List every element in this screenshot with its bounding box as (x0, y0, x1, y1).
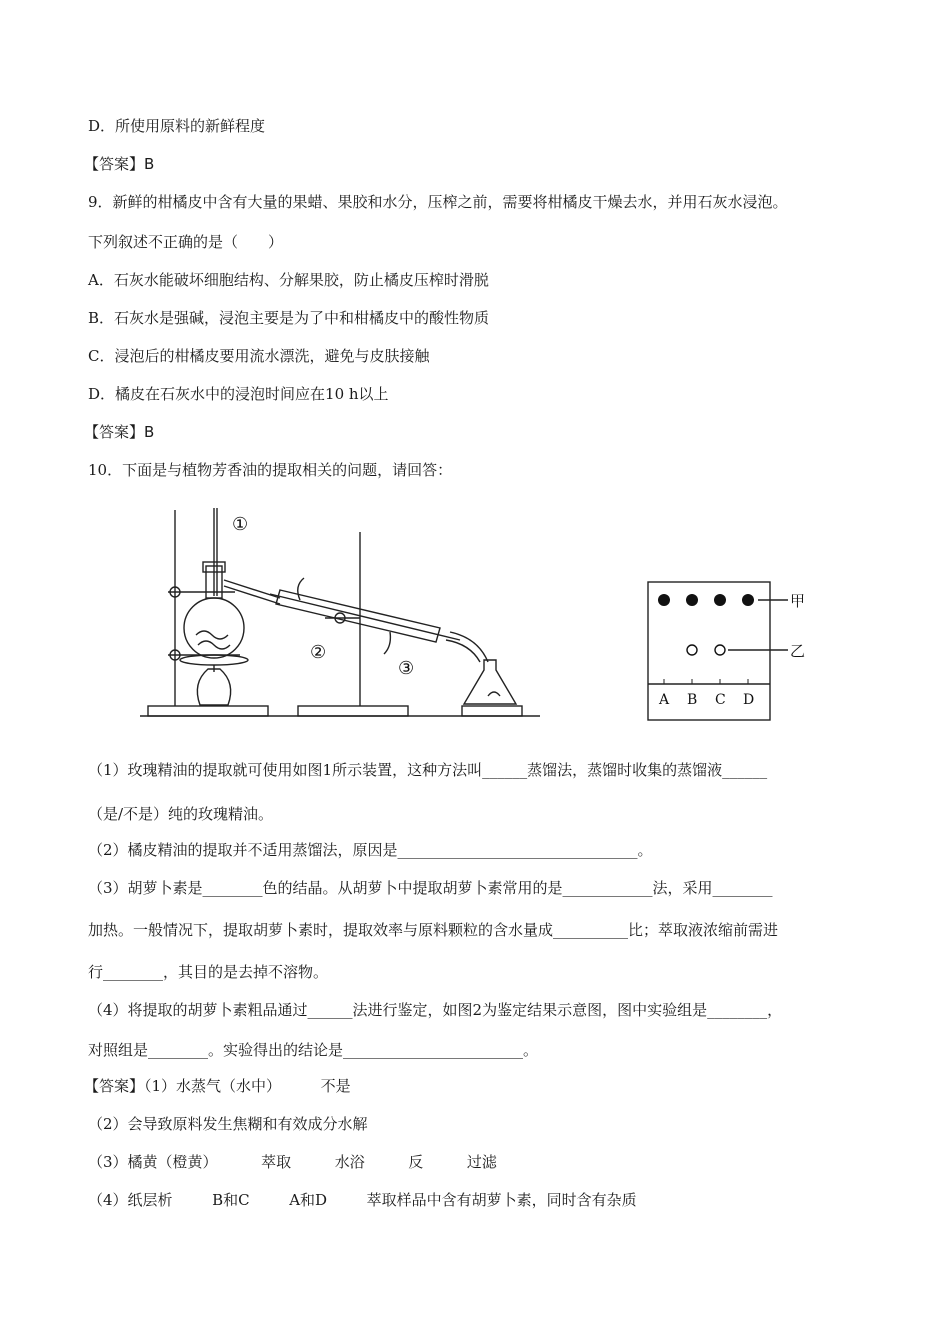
label-circled-3: ③ (398, 658, 415, 679)
round-bottom-flask (184, 598, 244, 658)
q10-p2: （2）橘皮精油的提取并不适用蒸馏法，原因是________________________________。 (88, 841, 653, 859)
q9-stem-line1: 9．新鲜的柑橘皮中含有大量的果蜡、果胶和水分，压榨之前，需要将柑橘皮干燥去水，并用石灰水浸泡。 (88, 193, 788, 211)
q10-p4-line2: 对照组是________。实验得出的结论是________________________。 (88, 1041, 539, 1059)
lane-label-B: B (687, 692, 698, 708)
spot-top-A (658, 594, 670, 606)
q8-answer: 【答案】B (84, 155, 155, 173)
q10-answer-4a: （4）纸层析 (88, 1191, 173, 1209)
q10-stem: 10．下面是与植物芳香油的提取相关的问题，请回答： (88, 461, 453, 479)
q10-p3-line3: 行________，其目的是去掉不溶物。 (88, 963, 329, 981)
q10-answer-line1 (84, 1076, 351, 1096)
q9-stem-line2: 下列叙述不正确的是（ ） (88, 233, 284, 251)
q9-answer: 【答案】B (84, 423, 155, 441)
label-yi: 乙 (790, 642, 806, 660)
q9-option-b: B．石灰水是强碱，浸泡主要是为了中和柑橘皮中的酸性物质 (88, 309, 490, 327)
spot-top-C (714, 594, 726, 606)
q8-option-d: D．所使用原料的新鲜程度 (88, 117, 266, 135)
spot-bottom-C (715, 645, 725, 655)
conical-flask (464, 660, 516, 704)
q10-answer-line3 (88, 1152, 497, 1172)
q10-answer-tag: 【答案】 (84, 1077, 145, 1095)
q10-answer-3e: 过滤 (466, 1153, 497, 1171)
q10-answer-line4 (88, 1190, 637, 1210)
spot-top-D (742, 594, 754, 606)
q9-option-d: D．橘皮在石灰水中的浸泡时间应在10 h以上 (88, 385, 389, 403)
lane-label-A: A (659, 692, 670, 708)
q10-answer-3d: 反 (408, 1153, 424, 1171)
q10-answer-4c: A和D (289, 1191, 328, 1209)
label-jia: 甲 (790, 592, 806, 610)
q10-answer-1b: 不是 (320, 1077, 351, 1095)
q10-p1-line2: （是/不是）纯的玫瑰精油。 (88, 805, 274, 823)
q10-answer-4d: 萃取样品中含有胡萝卜素，同时含有杂质 (366, 1191, 637, 1209)
q9-option-c: C．浸泡后的柑橘皮要用流水漂洗，避免与皮肤接触 (88, 347, 430, 365)
lane-label-C: C (715, 692, 726, 708)
flask-base-right (462, 706, 522, 716)
q10-answer-1a: （1）水蒸气（水中） (144, 1077, 282, 1095)
q10-p4-line1: （4）将提取的胡萝卜素粗品通过______法进行鉴定，如图2为鉴定结果示意图，图中实验组是________， (88, 1001, 783, 1019)
q10-p3-line1: （3）胡萝卜素是________色的结晶。从胡萝卜中提取胡萝卜素常用的是____________法，采用________ (88, 879, 773, 897)
figure1-distillation-apparatus (140, 500, 545, 730)
q10-answer-3a: （3）橘黄（橙黄） (88, 1153, 218, 1171)
q10-answer-3b: 萃取 (261, 1153, 292, 1171)
label-circled-1: ① (232, 514, 249, 535)
q9-option-a: A．石灰水能破坏细胞结构、分解果胶，防止橘皮压榨时滑脱 (88, 271, 489, 289)
spot-bottom-B (687, 645, 697, 655)
alcohol-lamp (197, 669, 230, 705)
q10-p1-line1: （1）玫瑰精油的提取就可使用如图1所示装置，这种方法叫______蒸馏法，蒸馏时收集的蒸馏液______ (88, 761, 768, 779)
label-circled-2: ② (310, 642, 327, 663)
q10-p3-line2: 加热。一般情况下，提取胡萝卜素时，提取效率与原料颗粒的含水量成__________比；萃取液浓缩前需进 (88, 921, 779, 939)
q10-answer-3c: 水浴 (334, 1153, 365, 1171)
q10-answer-4b: B和C (212, 1191, 250, 1209)
q10-answer-line2: （2）会导致原料发生焦糊和有效成分水解 (88, 1115, 368, 1133)
spot-top-B (686, 594, 698, 606)
figure2-chromatography-result (640, 578, 810, 726)
stand-base-left (148, 706, 268, 716)
stand-base-middle (298, 706, 408, 716)
lane-label-D: D (743, 692, 755, 708)
